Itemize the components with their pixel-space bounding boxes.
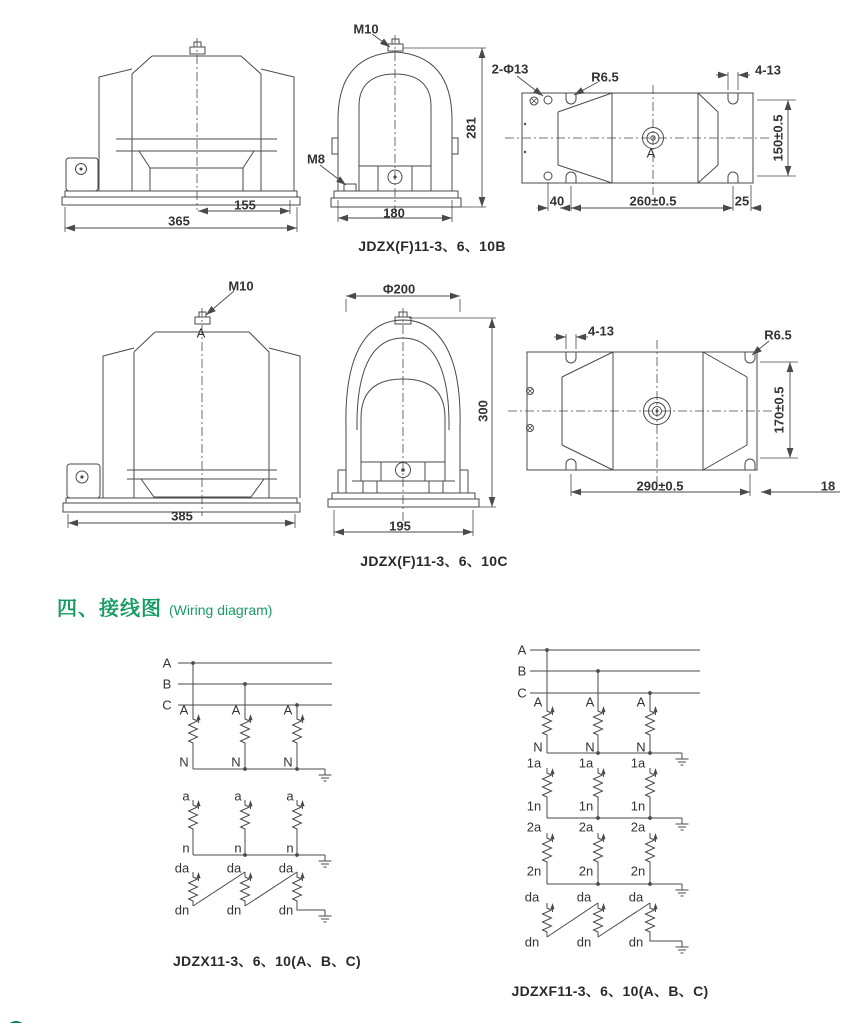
w1-prim-n-3: N [283,754,293,770]
w2-1n-3: 1n [630,798,646,814]
w2-dn-2: dn [576,934,592,950]
thread-label-m10: M10 [353,21,379,37]
w1-sec-a-1: a [182,788,190,804]
w1-prim-n-1: N [179,754,189,770]
dim-4-13: 4-13 [754,62,782,78]
dim-18: 18 [820,478,836,494]
caption-jdzx-c: JDZX(F)11-3、6、10C [360,553,508,569]
w2-prim-n-1: N [533,739,543,755]
dim-180: 180 [383,205,405,221]
caption-wiring-jdzxf: JDZXF11-3、6、10(A、B、C) [511,983,709,999]
dim-25: 25 [734,193,750,209]
dim-r6p5: R6.5 [591,69,619,85]
dim-290: 290±0.5 [636,478,684,494]
w1-dn-3: dn [278,902,294,918]
front-view-b [62,38,300,232]
thread-label-m10-c: M10 [228,278,254,294]
w1-prim-a-3: A [283,702,293,718]
w1-prim-a-1: A [179,702,189,718]
w1-prim-a-2: A [231,702,241,718]
w2-da-2: da [576,889,592,905]
w2-dn-1: dn [524,934,540,950]
front-view-c [63,291,300,528]
dim-4-13-c: 4-13 [587,323,615,339]
dim-170: 170±0.5 [771,386,787,434]
w2-bus-a: A [517,642,527,658]
w1-da-3: da [278,860,294,876]
dim-260: 260±0.5 [629,193,677,209]
dim-365: 365 [168,213,190,229]
w2-1n-1: 1n [526,798,542,814]
w2-bus-b: B [517,663,527,679]
w2-prim-a-1: A [533,694,543,710]
w2-prim-a-3: A [636,694,646,710]
w2-2a-2: 2a [578,819,594,835]
caption-jdzx-b: JDZX(F)11-3、6、10B [358,238,506,254]
w2-da-3: da [628,889,644,905]
view-label-a-c: A [196,325,206,341]
w2-prim-n-2: N [585,739,595,755]
w1-bus-b: B [162,676,172,692]
wiring-diagram-jdzx [178,661,332,922]
w2-2n-1: 2n [526,863,542,879]
w1-da-1: da [174,860,190,876]
w2-1a-3: 1a [630,755,646,771]
dim-r6p5-c: R6.5 [764,327,792,343]
w2-1a-2: 1a [578,755,594,771]
dim-2-phi13: 2-Φ13 [491,61,529,77]
side-view-c [328,296,496,536]
dim-300: 300 [475,400,491,422]
w2-2a-3: 2a [630,819,646,835]
w1-dn-2: dn [226,902,242,918]
wiring-diagram-jdzxf [530,648,700,953]
w2-prim-a-2: A [585,694,595,710]
side-view-b [320,34,486,222]
w2-2a-1: 2a [526,819,542,835]
w2-2n-2: 2n [578,863,594,879]
w2-prim-n-3: N [636,739,646,755]
caption-wiring-jdzx: JDZX11-3、6、10(A、B、C) [172,953,362,969]
w1-sec-n-3: n [286,840,294,856]
dim-150: 150±0.5 [770,114,786,162]
w1-bus-a: A [162,655,172,671]
dim-195: 195 [389,518,411,534]
view-label-a: A [646,145,656,161]
dim-385: 385 [171,508,193,524]
w2-2n-3: 2n [630,863,646,879]
w2-1a-1: 1a [526,755,542,771]
thread-label-m8: M8 [306,151,326,167]
w2-da-1: da [524,889,540,905]
section-heading-en: (Wiring diagram) [169,602,273,618]
w1-sec-a-2: a [234,788,242,804]
w1-bus-c: C [162,697,172,713]
top-view-c [508,334,840,496]
w2-bus-c: C [517,685,527,701]
w1-sec-a-3: a [286,788,294,804]
dim-40: 40 [549,193,565,209]
section-heading [57,592,272,621]
dim-phi200: Φ200 [382,281,416,297]
w1-prim-n-2: N [231,754,241,770]
w1-sec-n-1: n [182,840,190,856]
w1-da-2: da [226,860,242,876]
dim-281: 281 [463,117,479,139]
w1-sec-n-2: n [234,840,242,856]
w2-1n-2: 1n [578,798,594,814]
w1-dn-1: dn [174,902,190,918]
dim-155: 155 [234,197,256,213]
section-heading-cn: 四、接线图 [57,598,162,620]
w2-dn-3: dn [628,934,644,950]
